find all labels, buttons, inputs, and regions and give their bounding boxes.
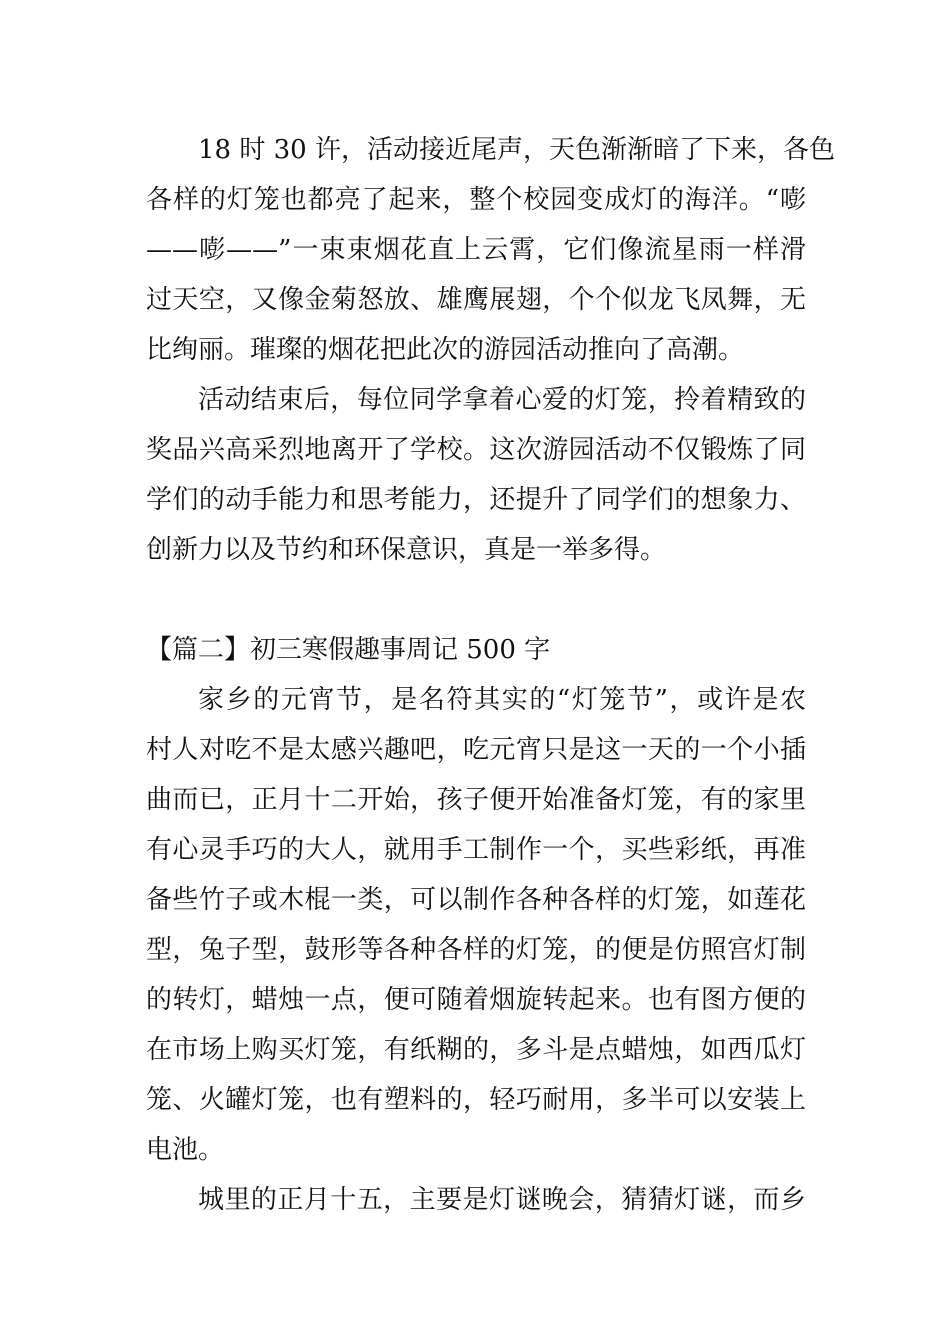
text-line: 奖品兴高采烈地离开了学校。这次游园活动不仅锻炼了同 [146, 435, 806, 465]
text-line: 学们的动手能力和思考能力，还提升了同学们的想象力、 [146, 485, 806, 515]
text-line: 有心灵手巧的大人，就用手工制作一个，买些彩纸，再准 [146, 835, 806, 865]
text-line: 各样的灯笼也都亮了起来，整个校园变成灯的海洋。“嘭 [146, 185, 806, 215]
text-line: 在市场上购买灯笼，有纸糊的，多斗是点蜡烛，如西瓜灯 [146, 1035, 806, 1065]
section-heading: 【篇二】初三寒假趣事周记 500 字 [146, 635, 551, 665]
text-line: ——嘭——”一束束烟花直上云霄，它们像流星雨一样滑 [146, 235, 806, 265]
text-line: 城里的正月十五，主要是灯谜晚会，猜猜灯谜，而乡 [198, 1185, 806, 1215]
text-line: 电池。 [146, 1135, 225, 1165]
text-line: 活动结束后，每位同学拿着心爱的灯笼，拎着精致的 [198, 385, 806, 415]
text-line: 比绚丽。璀璨的烟花把此次的游园活动推向了高潮。 [146, 335, 745, 365]
text-line: 创新力以及节约和环保意识，真是一举多得。 [146, 535, 667, 565]
text-line: 村人对吃不是太感兴趣吧，吃元宵只是这一天的一个小插 [146, 735, 806, 765]
text-line: 曲而已，正月十二开始，孩子便开始准备灯笼，有的家里 [146, 785, 806, 815]
text-line: 家乡的元宵节，是名符其实的“灯笼节”，或许是农 [198, 685, 806, 715]
text-line: 笼、火罐灯笼，也有塑料的，轻巧耐用，多半可以安装上 [146, 1085, 806, 1115]
text-line: 的转灯，蜡烛一点，便可随着烟旋转起来。也有图方便的 [146, 985, 806, 1015]
text-line: 备些竹子或木棍一类，可以制作各种各样的灯笼，如莲花 [146, 885, 806, 915]
text-line: 18 时 30 许，活动接近尾声，天色渐渐暗了下来，各色 [198, 135, 835, 165]
text-line: 型，兔子型，鼓形等各种各样的灯笼，的便是仿照宫灯制 [146, 935, 806, 965]
text-line: 过天空，又像金菊怒放、雄鹰展翅，个个似龙飞凤舞，无 [146, 285, 806, 315]
